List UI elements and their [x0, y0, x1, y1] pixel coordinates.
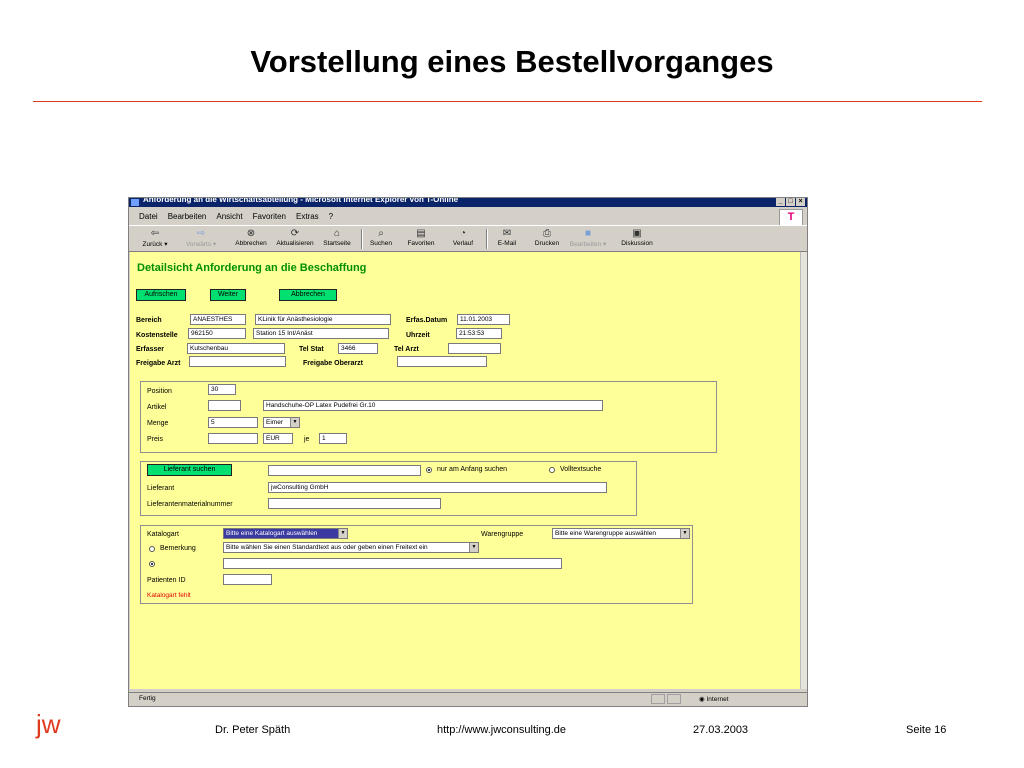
- page-content: [130, 252, 802, 689]
- erfas-datum-field[interactable]: 11.01.2003: [457, 314, 510, 325]
- bemerkung-select[interactable]: Bitte wählen Sie einen Standardtext aus oder geben einen Freitext ein ▼: [223, 542, 479, 553]
- form-heading: Detailsicht Anforderung an die Beschaffung: [137, 262, 367, 274]
- footer-url[interactable]: http://www.jwconsulting.de: [437, 724, 567, 736]
- refresh-icon: ⟳: [290, 228, 300, 239]
- radio-freitext[interactable]: [149, 561, 155, 567]
- next-button[interactable]: Weiter: [210, 289, 246, 301]
- katalogart-select[interactable]: Bitte eine Katalogart auswählen ▼: [223, 528, 348, 539]
- kostenstelle-code-field[interactable]: 962150: [188, 328, 246, 339]
- bemerkung-label: Bemerkung: [160, 545, 196, 552]
- lieferant-suchen-button[interactable]: Lieferant suchen: [147, 464, 232, 476]
- materialnummer-label: Lieferantenmaterialnummer: [147, 501, 233, 508]
- minimize-icon[interactable]: _: [776, 198, 785, 206]
- chevron-down-icon: ▼: [680, 529, 689, 538]
- search-button[interactable]: ⌕ Suchen: [359, 228, 403, 247]
- warengruppe-label: Warengruppe: [481, 531, 524, 538]
- favorites-icon: ▤: [416, 228, 426, 239]
- history-button[interactable]: ◔ Verlauf: [441, 228, 485, 247]
- artikel-label: Artikel: [147, 404, 167, 411]
- mail-button[interactable]: ✉ E-Mail: [485, 228, 529, 247]
- radio-volltext-label: Volltextsuche: [560, 466, 602, 473]
- slide-title: Vorstellung eines Bestellvorganges: [250, 44, 774, 79]
- chevron-down-icon: ▼: [338, 529, 347, 538]
- erfasser-field[interactable]: Kutschenbau: [187, 343, 285, 354]
- radio-volltext[interactable]: [549, 467, 555, 473]
- menu-datei[interactable]: Datei: [139, 212, 158, 221]
- waehrung-field[interactable]: EUR: [263, 433, 293, 444]
- history-icon: ◔: [459, 228, 467, 239]
- lieferant-field[interactable]: jwConsulting GmbH: [268, 482, 607, 493]
- stop-icon: ⊗: [246, 228, 256, 239]
- menu-bar: [129, 209, 807, 224]
- kostenstelle-label: Kostenstelle: [136, 332, 178, 339]
- forward-button[interactable]: ⇨ Vorwärts ▾: [179, 228, 223, 248]
- browser-title: Anforderung an die Wirtschaftsabteilung - Microsoft Internet Explorer von T-Online: [143, 198, 459, 204]
- tel-arzt-field[interactable]: [448, 343, 501, 354]
- preis-field[interactable]: [208, 433, 258, 444]
- radio-bemerkung[interactable]: [149, 546, 155, 552]
- materialnummer-field[interactable]: [268, 498, 441, 509]
- position-field[interactable]: 30: [208, 384, 236, 395]
- patienten-id-label: Patienten ID: [147, 577, 186, 584]
- menge-label: Menge: [147, 420, 169, 427]
- vertical-scrollbar[interactable]: [800, 252, 807, 689]
- menu-favoriten[interactable]: Favoriten: [252, 212, 286, 221]
- bereich-label: Bereich: [136, 317, 162, 324]
- search-icon: ⌕: [378, 228, 384, 239]
- menu-ansicht[interactable]: Ansicht: [216, 212, 243, 221]
- warengruppe-select[interactable]: Bitte eine Warengruppe auswählen ▼: [552, 528, 690, 539]
- status-cell: [651, 694, 665, 704]
- tel-stat-field[interactable]: 3466: [338, 343, 378, 354]
- radio-anfang-label: nur am Anfang suchen: [437, 466, 508, 473]
- status-text: Fertig: [139, 695, 156, 702]
- einheit-select[interactable]: Eimer ▼: [263, 417, 300, 428]
- artikel-code-field[interactable]: [208, 400, 241, 411]
- status-bar: [129, 692, 807, 706]
- internet-zone: ◉ Internet: [699, 696, 729, 703]
- menu-bearbeiten[interactable]: Bearbeiten: [167, 212, 207, 221]
- forward-arrow-icon: ⇨: [196, 228, 206, 239]
- browser-window: [128, 197, 808, 707]
- back-button[interactable]: ⇦ Zurück ▾: [133, 228, 177, 248]
- je-field[interactable]: 1: [319, 433, 347, 444]
- freigabe-arzt-field[interactable]: [189, 356, 286, 367]
- globe-icon: ◉: [699, 696, 705, 703]
- footer-date: 27.03.2003: [693, 724, 749, 736]
- kostenstelle-name-field[interactable]: Station 15 Int/Anäst: [253, 328, 389, 339]
- freigabe-oberarzt-field[interactable]: [397, 356, 487, 367]
- radio-anfang[interactable]: [426, 467, 432, 473]
- footer-page: Seite 16: [906, 724, 947, 736]
- home-button[interactable]: ⌂ Startseite: [315, 228, 359, 247]
- mail-icon: ✉: [502, 228, 512, 239]
- erfasser-label: Erfasser: [136, 346, 165, 353]
- stop-button[interactable]: ⊗ Abbrechen: [229, 228, 273, 247]
- back-arrow-icon: ⇦: [150, 228, 160, 239]
- t-online-logo: T: [779, 209, 803, 226]
- menge-field[interactable]: 5: [208, 417, 258, 428]
- bereich-code-field[interactable]: ANAESTHES: [190, 314, 246, 325]
- freigabe-oberarzt-label: Freigabe Oberarzt: [303, 360, 363, 367]
- preis-label: Preis: [147, 436, 163, 443]
- chevron-down-icon: ▼: [290, 418, 299, 427]
- cancel-button[interactable]: Abbrechen: [279, 289, 337, 301]
- menu-help[interactable]: ?: [328, 212, 334, 221]
- katalogart-label: Katalogart: [147, 531, 179, 538]
- jw-logo: jw: [36, 709, 61, 739]
- lieferant-search-input[interactable]: [268, 465, 421, 476]
- uhrzeit-field[interactable]: 21:53:53: [456, 328, 502, 339]
- discuss-button[interactable]: ▣ Diskussion: [615, 228, 659, 247]
- favorites-button[interactable]: ▤ Favoriten: [399, 228, 443, 247]
- artikel-name-field[interactable]: Handschuhe-OP Latex Pudefrei Gr.10: [263, 400, 603, 411]
- freitext-field[interactable]: [223, 558, 562, 569]
- footer-author: Dr. Peter Späth: [215, 724, 291, 736]
- maximize-icon[interactable]: □: [786, 198, 795, 206]
- tel-arzt-label: Tel Arzt: [394, 346, 419, 353]
- patienten-id-field[interactable]: [223, 574, 272, 585]
- lieferant-label: Lieferant: [147, 485, 175, 492]
- print-icon: ⎙: [543, 228, 551, 239]
- menu-extras[interactable]: Extras: [295, 212, 319, 221]
- edit-button[interactable]: ■ Bearbeiten ▾: [566, 228, 610, 248]
- home-icon: ⌂: [333, 228, 341, 239]
- erfas-datum-label: Erfas.Datum: [406, 317, 448, 324]
- error-message: Katalogart fehlt: [147, 592, 191, 599]
- freigabe-arzt-label: Freigabe Arzt: [136, 360, 181, 367]
- discuss-icon: ▣: [632, 228, 642, 239]
- chevron-down-icon: ▼: [469, 543, 478, 552]
- close-icon[interactable]: ×: [796, 198, 805, 206]
- title-divider: [33, 101, 982, 102]
- edit-icon: ■: [584, 228, 592, 239]
- status-cell: [667, 694, 681, 704]
- ie-icon: [131, 199, 139, 206]
- bereich-name-field[interactable]: KLinik für Anästhesiologie: [255, 314, 391, 325]
- je-label: je: [304, 436, 310, 443]
- refresh-button[interactable]: ⟳ Aktualisieren: [273, 228, 317, 247]
- tel-stat-label: Tel Stat: [299, 346, 324, 353]
- print-button[interactable]: ⎙ Drucken: [525, 228, 569, 247]
- refresh-form-button[interactable]: Aufrischen: [136, 289, 186, 301]
- uhrzeit-label: Uhrzeit: [406, 332, 430, 339]
- browser-toolbar: [129, 225, 807, 252]
- browser-titlebar: [129, 198, 807, 207]
- position-label: Position: [147, 388, 172, 395]
